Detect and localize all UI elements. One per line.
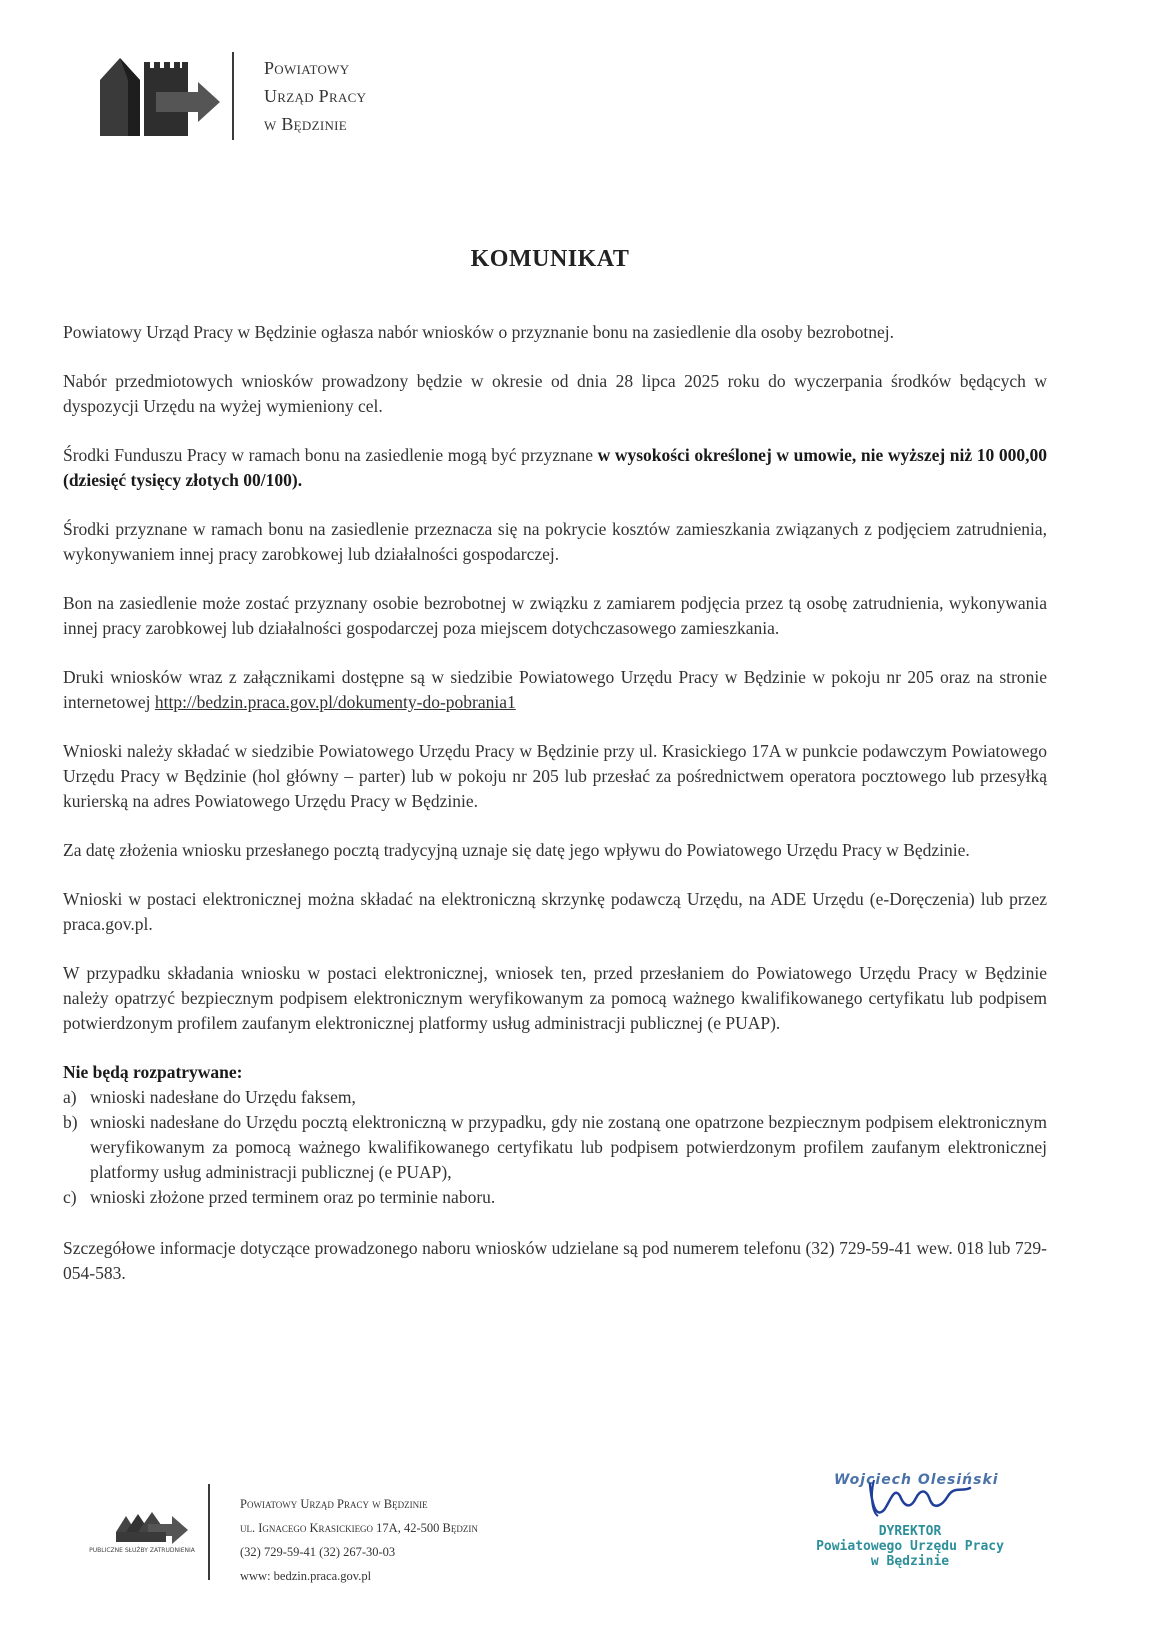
paragraph-text: Środki Funduszu Pracy w ramach bonu na zasiedlenie mogą być przyznane <box>63 445 598 465</box>
footer-divider <box>208 1484 210 1580</box>
list-item <box>63 1085 1047 1110</box>
director-stamp <box>800 1524 1020 1569</box>
announcement-body <box>63 320 1047 1310</box>
handwritten-name: Wojciech Olesiński <box>834 1472 999 1488</box>
footer-website[interactable]: www: bedzin.praca.gov.pl <box>240 1569 372 1583</box>
list-item-text: wnioski złożone przed terminem oraz po terminie naboru. <box>90 1187 496 1207</box>
list-marker: c) <box>63 1187 77 1207</box>
footer-address: ul. Ignacego Krasickiego 17A, 42-500 Będzin <box>240 1521 478 1535</box>
paragraph: Bon na zasiedlenie może zostać przyznany osobie bezrobotnej w związku z zamiarem podjęcia przez tą osobę zatrudnienia, wykonywania innej pracy zarobkowej lub działalności gospodarczej poza miejscem dotychczasowego zamieszkania. <box>63 593 1047 638</box>
list-marker: a) <box>63 1087 77 1107</box>
institution-name <box>264 54 504 138</box>
paragraph: Wnioski należy składać w siedzibie Powiatowego Urzędu Pracy w Będzinie przy ul. Krasickiego 17A w punkcie podawczym Powiatowego Urzędu Pracy w Będzinie (hol główny – parter) lub w pokoju nr 205 lub przesłać za pośrednictwem operatora pocztowego lub przesyłką kurierską na adres Powiatowego Urzędu Pracy w Będzinie. <box>63 741 1047 811</box>
institution-line: Powiatowy <box>264 58 350 78</box>
paragraph <box>63 443 1047 493</box>
institution-line: Urząd Pracy <box>264 86 367 106</box>
list-item-text: wnioski nadesłane do Urzędu pocztą elektroniczną w przypadku, gdy nie zostaną one opatrzone bezpiecznym podpisem elektronicznym weryfikowanym za pomocą ważnego kwalifikowanego certyfikatu lub podpisem potwierdzonym profilem zaufanym elektronicznej platformy usług administracji publicznej (e PUAP), <box>90 1112 1047 1182</box>
list-marker: b) <box>63 1112 78 1132</box>
header-divider <box>232 52 234 140</box>
paragraph: Powiatowy Urząd Pracy w Będzinie ogłasza nabór wniosków o przyznanie bonu na zasiedlenie dla osoby bezrobotnej. <box>63 322 895 342</box>
signature-scribble-icon <box>830 1466 1000 1526</box>
paragraph <box>63 665 1047 715</box>
list-item <box>63 1110 1047 1185</box>
stamp-line: Powiatowego Urzędu Pracy <box>816 1539 1004 1554</box>
paragraph: Nabór przedmiotowych wniosków prowadzony będzie w okresie od dnia 28 lipca 2025 roku do wyczerpania środków będących w dyspozycji Urzędu na wyżej wymieniony cel. <box>63 371 1047 416</box>
page-title: KOMUNIKAT <box>470 246 630 272</box>
footer-contact <box>240 1492 478 1588</box>
psz-logo <box>89 1502 195 1562</box>
paragraph: Wnioski w postaci elektronicznej można składać na elektroniczną skrzynkę podawczą Urzędu, na ADE Urzędu (e-Doręczenia) lub przez praca.gov.pl. <box>63 889 1047 934</box>
contact-paragraph: Szczegółowe informacje dotyczące prowadzonego naboru wniosków udzielane są pod numerem telefonu (32) 729-59-41 wew. 018 lub 729-054-583. <box>63 1238 1047 1283</box>
list-item <box>63 1185 1047 1210</box>
amount-highlight: w wysokości określonej w umowie, nie wyższej niż 10 000,00 (dziesięć tysięcy złotych 00/100). <box>63 445 1047 490</box>
footer-phones: (32) 729-59-41 (32) 267-30-03 <box>240 1545 396 1559</box>
rejected-list <box>63 1085 1047 1210</box>
stamp-line: w Będzinie <box>870 1554 950 1569</box>
office-logo <box>98 56 222 136</box>
footer <box>89 1484 572 1604</box>
documents-link[interactable]: http://bedzin.praca.gov.pl/dokumenty-do-pobrania1 <box>154 692 516 712</box>
paragraph-text: Druki wniosków wraz z załącznikami dostępne są w siedzibie Powiatowego Urzędu Pracy w Będzinie w pokoju nr 205 oraz na stronie internetowej <box>63 667 1047 712</box>
paragraph: Środki przyznane w ramach bonu na zasiedlenie przeznacza się na pokrycie kosztów zamieszkania związanych z podjęciem zatrudnienia, wykonywaniem innej pracy zarobkowej lub działalności gospodarczej. <box>63 519 1047 564</box>
director-signature <box>800 1466 1020 1586</box>
paragraph: Za datę złożenia wniosku przesłanego pocztą tradycyjną uznaje się datę jego wpływu do Powiatowego Urzędu Pracy w Będzinie. <box>63 840 970 860</box>
rejected-heading: Nie będą rozpatrywane: <box>63 1062 243 1082</box>
institution-line: w Będzinie <box>264 114 348 134</box>
stamp-title: DYREKTOR <box>878 1524 942 1539</box>
list-item-text: wnioski nadesłane do Urzędu faksem, <box>90 1087 356 1107</box>
paragraph: W przypadku składania wniosku w postaci elektronicznej, wniosek ten, przed przesłaniem do Powiatowego Urzędu Pracy w Będzinie należy opatrzyć bezpiecznym podpisem elektronicznym weryfikowanym za pomocą ważnego kwalifikowanego certyfikatu lub podpisem potwierdzonym profilem zaufanym elektronicznej platformy usług administracji publicznej (e PUAP). <box>63 963 1047 1033</box>
psz-logo-caption: PUBLICZNE SŁUŻBY ZATRUDNIENIA <box>89 1547 195 1554</box>
footer-name: Powiatowy Urząd Pracy w Będzinie <box>240 1497 428 1511</box>
